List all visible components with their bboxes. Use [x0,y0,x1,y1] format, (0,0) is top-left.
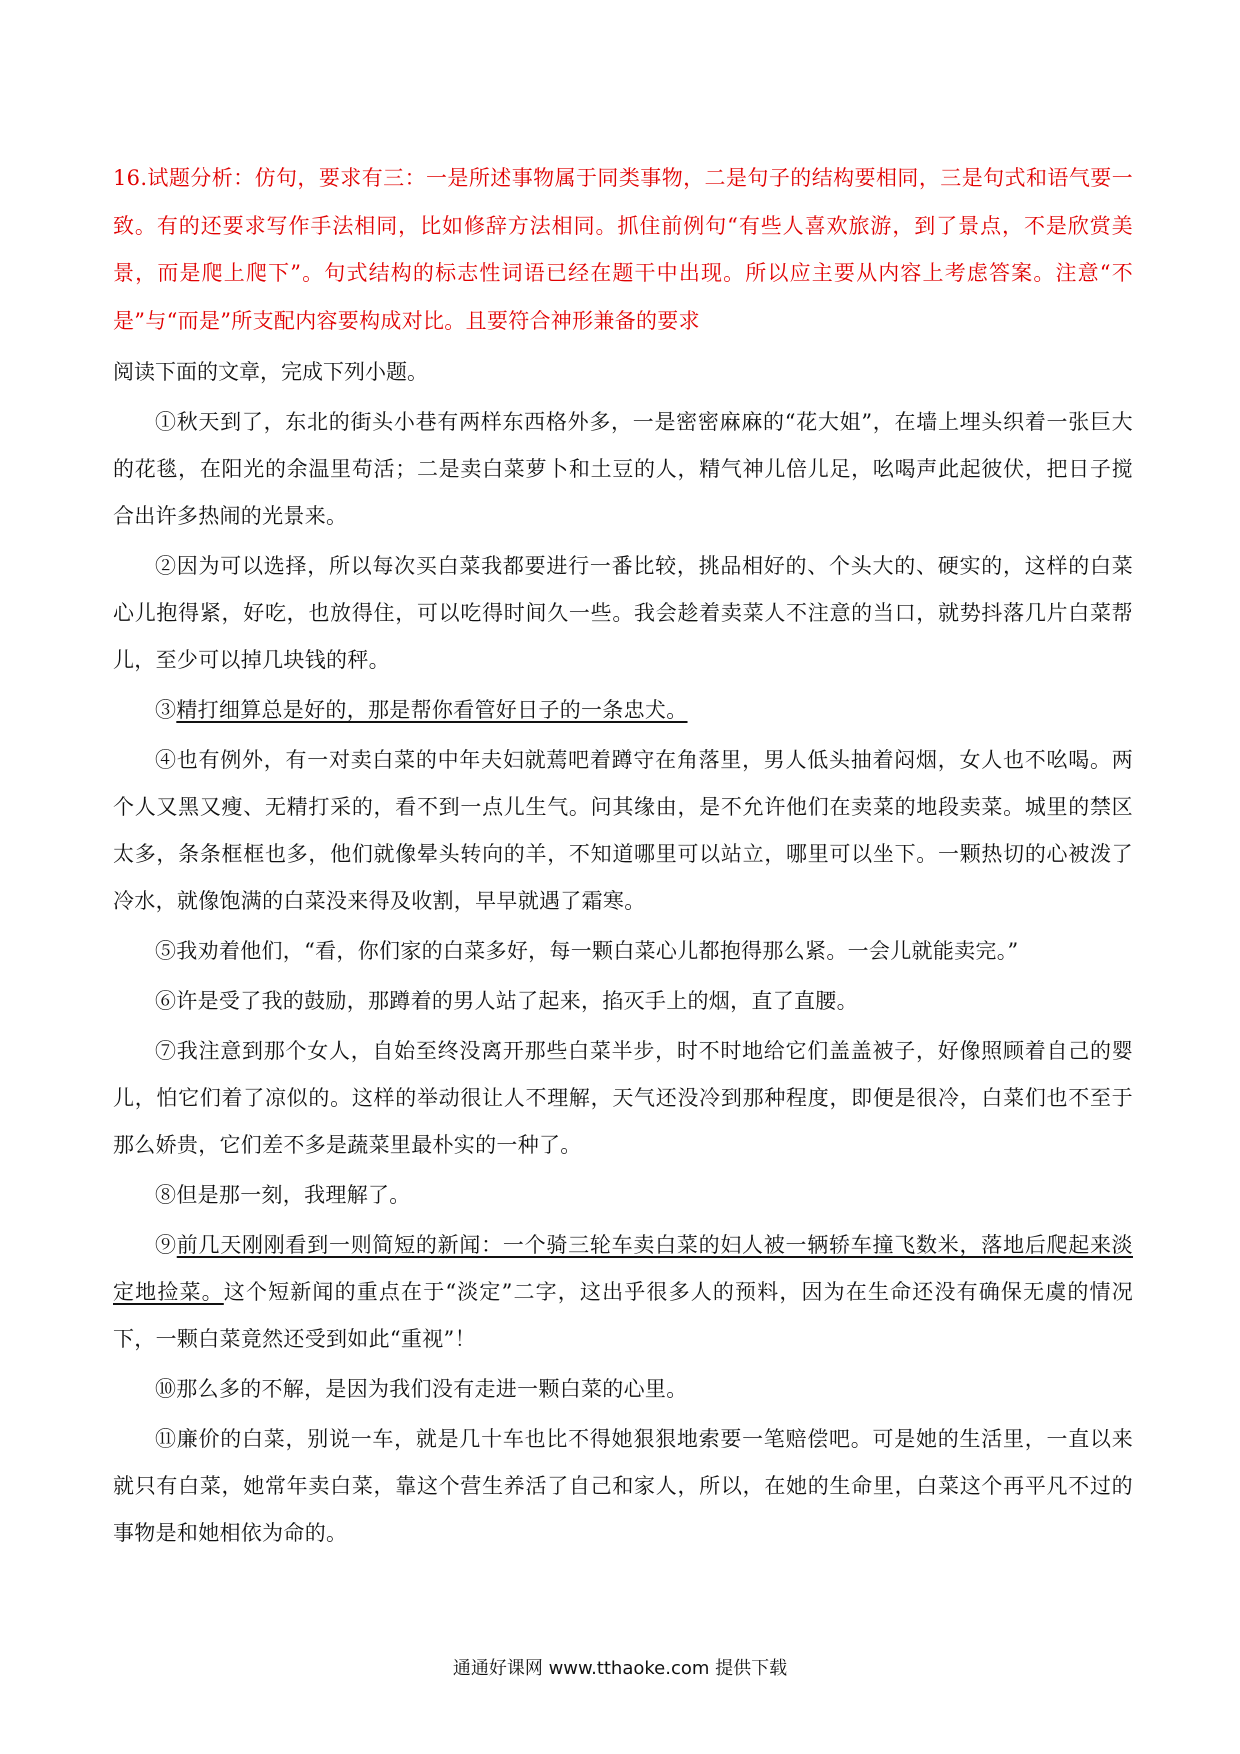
paragraph-3 [113,687,1133,734]
underlined-sentence-3: 精打细算总是好的，那是帮你看管好日子的一条忠犬。 [176,698,688,722]
paragraph-5: ⑤我劝着他们，“看，你们家的白菜多好，每一颗白菜心儿都抱得那么紧。一会儿就能卖完。” [155,939,1019,963]
paragraph-9-rest: 这个短新闻的重点在于“淡定”二字，这出乎很多人的预料，因为在生命还没有确保无虞的情况下，一颗白菜竟然还受到如此“重视”！ [113,1280,1134,1351]
paragraph-8: ⑧但是那一刻，我理解了。 [155,1183,411,1207]
paragraph-2: ②因为可以选择，所以每次买白菜我都要进行一番比较，挑品相好的、个头大的、硬实的，这样的白菜心儿抱得紧，好吃，也放得住，可以吃得时间久一些。我会趁着卖菜人不注意的当口，就势抖落几片白菜帮儿，至少可以掉几块钱的秤。 [113,554,1133,672]
paragraph-9-number: ⑨ [155,1233,177,1257]
paragraph-7: ⑦我注意到那个女人，自始至终没离开那些白菜半步，时不时地给它们盖盖被子，好像照顾着自己的婴儿，怕它们着了凉似的。这样的举动很让人不理解，天气还没冷到那种程度，即便是很冷，白菜们也不至于那么娇贵，它们差不多是蔬菜里最朴实的一种了。 [113,1039,1133,1157]
article-body [113,399,1133,1560]
answer-analysis: 16.试题分析：仿句，要求有三：一是所述事物属于同类事物，二是句子的结构要相同，三是句式和语气要一致。有的还要求写作手法相同，比如修辞方法相同。抓住前例句“有些人喜欢旅游，到了景点，不是欣赏美景，而是爬上爬下”。句式结构的标志性词语已经在题干中出现。所以应主要从内容上考虑答案。注意“不是”与“而是”所支配内容要构成对比。且要符合神形兼备的要求 [113,166,1133,333]
underlined-sentence-9: 前几天刚刚看到一则简短的新闻：一个骑三轮车卖白菜的妇人被一辆轿车撞飞数米，落地后爬起来淡定地捡菜。 [113,1233,1133,1304]
paragraph-6: ⑥许是受了我的鼓励，那蹲着的男人站了起来，掐灭手上的烟，直了直腰。 [155,989,858,1013]
reading-instruction: 阅读下面的文章，完成下列小题。 [113,360,428,384]
paragraph-9 [113,1222,1133,1363]
paragraph-3-number: ③ [155,698,177,722]
paragraph-11: ⑪廉价的白菜，别说一车，就是几十车也比不得她狠狠地索要一笔赔偿吧。可是她的生活里，一直以来就只有白菜，她常年卖白菜，靠这个营生养活了自己和家人，所以，在她的生命里，白菜这个再平凡不过的事物是和她相依为命的。 [113,1427,1133,1545]
paragraph-10: ⑩那么多的不解，是因为我们没有走进一颗白菜的心里。 [155,1377,688,1401]
page-footer: 通通好课网 www.tthaoke.com 提供下载 [452,1658,788,1679]
paragraph-1: ①秋天到了，东北的街头小巷有两样东西格外多，一是密密麻麻的“花大姐”，在墙上埋头织着一张巨大的花毯，在阳光的余温里苟活；二是卖白菜萝卜和土豆的人，精气神儿倍儿足，吆喝声此起彼伏，把日子搅合出许多热闹的光景来。 [113,410,1133,528]
paragraph-4: ④也有例外，有一对卖白菜的中年夫妇就蔫吧着蹲守在角落里，男人低头抽着闷烟，女人也不吆喝。两个人又黑又瘦、无精打采的，看不到一点儿生气。问其缘由，是不允许他们在卖菜的地段卖菜。城里的禁区太多，条条框框也多，他们就像晕头转向的羊，不知道哪里可以站立，哪里可以坐下。一颗热切的心被泼了冷水，就像饱满的白菜没来得及收割，早早就遇了霜寒。 [113,748,1133,913]
